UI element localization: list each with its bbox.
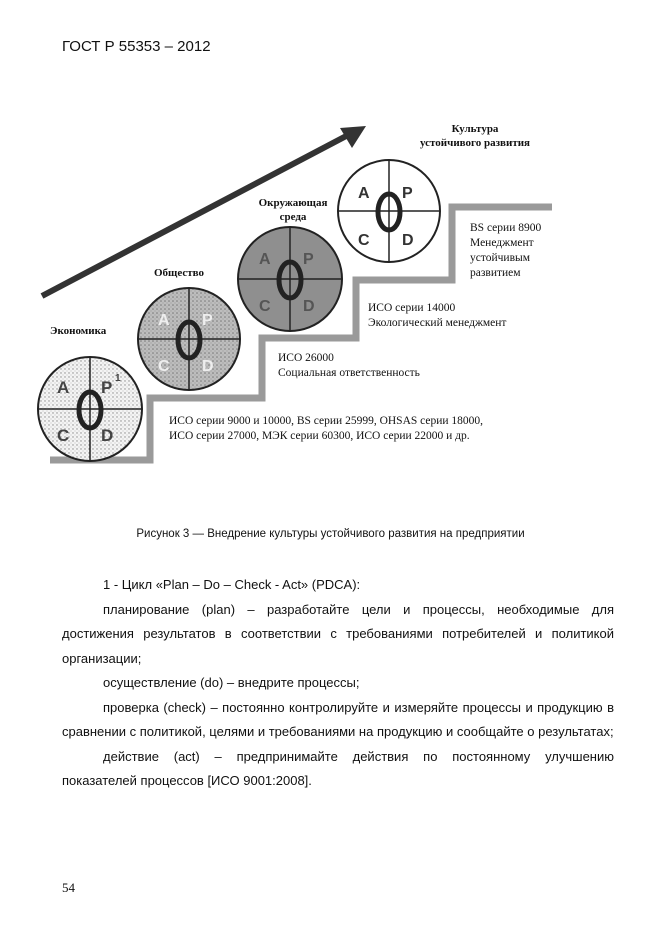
- pdca-circle-sustainability: [338, 160, 440, 262]
- note-society: [278, 351, 420, 381]
- superscript-one: 1: [115, 373, 121, 384]
- letter-a: A: [57, 378, 70, 397]
- note-sustainability: [470, 221, 541, 281]
- paragraph-do: осуществление (do) – внедрите процессы;: [103, 675, 360, 690]
- letter-p: P: [101, 378, 113, 397]
- label-society: Общество: [154, 267, 205, 279]
- letter-c: C: [57, 426, 70, 445]
- note-economics-line2: ИСО серии 27000, МЭК серии 60300, ИСО серии 22000 и др.: [169, 430, 470, 442]
- note-society-line1: ИСО 26000: [278, 352, 334, 364]
- label-environment: [248, 196, 338, 224]
- letter-a: A: [259, 251, 271, 268]
- note-environment: [368, 301, 506, 331]
- note-economics-line1: ИСО серии 9000 и 10000, BS серии 25999, OHSAS серии 18000,: [169, 415, 484, 427]
- document-header: ГОСТ Р 55353 – 2012: [62, 38, 211, 55]
- letter-p: P: [402, 185, 413, 202]
- note-economics: [169, 414, 483, 444]
- paragraph-plan: планирование (plan) – разработайте цели и процессы, необходимые для достижения результатов в соответствии с требованиями потребителей и политикой организации;: [62, 601, 614, 666]
- note-sustainability-line4: развитием: [470, 267, 521, 279]
- letter-c: C: [259, 298, 271, 315]
- pdca-circle-society: [138, 288, 240, 390]
- figure-caption: Рисунок 3 — Внедрение культуры устойчивого развития на предприятии: [136, 528, 525, 540]
- paragraph-check: проверка (check) – постоянно контролируйте и измеряйте процессы и продукцию в сравнении с политикой, целями и требованиями на продукцию и сообщайте о результатах;: [62, 699, 614, 739]
- letter-d: D: [402, 232, 414, 249]
- label-culture-line2: устойчивого развития: [419, 137, 531, 149]
- letter-c: C: [158, 358, 170, 375]
- letter-a: A: [158, 312, 170, 329]
- letter-d: D: [303, 298, 315, 315]
- letter-c: C: [358, 232, 370, 249]
- note-sustainability-line3: устойчивым: [470, 252, 531, 264]
- label-culture: [405, 122, 545, 150]
- note-sustainability-line1: BS серии 8900: [470, 222, 542, 234]
- note-sustainability-line2: Менеджмент: [470, 237, 534, 249]
- pdca-circle-environment: [238, 227, 342, 331]
- note-environment-line1: ИСО серии 14000: [368, 302, 456, 314]
- note-environment-line2: Экологический менеджмент: [368, 317, 507, 329]
- letter-d: D: [101, 426, 114, 445]
- letter-p: P: [303, 251, 314, 268]
- letter-p: P: [202, 312, 213, 329]
- paragraph-act: действие (act) – предпринимайте действия по постоянному улучшению показателей процессов [ИСО 9001:2008].: [62, 748, 614, 788]
- label-environment-line2: среда: [279, 211, 307, 223]
- note-society-line2: Социальная ответственность: [278, 367, 420, 379]
- letter-d: D: [202, 358, 214, 375]
- pdca-circle-economics: [38, 357, 142, 461]
- body-text: [62, 573, 614, 794]
- label-culture-line1: Культура: [451, 123, 499, 135]
- label-environment-line1: Окружающая: [258, 197, 328, 209]
- page-number: 54: [62, 880, 75, 895]
- letter-a: A: [358, 185, 370, 202]
- paragraph-pdca: 1 - Цикл «Plan – Do – Check - Act» (PDCA):: [103, 577, 361, 592]
- label-economics: Экономика: [50, 325, 107, 337]
